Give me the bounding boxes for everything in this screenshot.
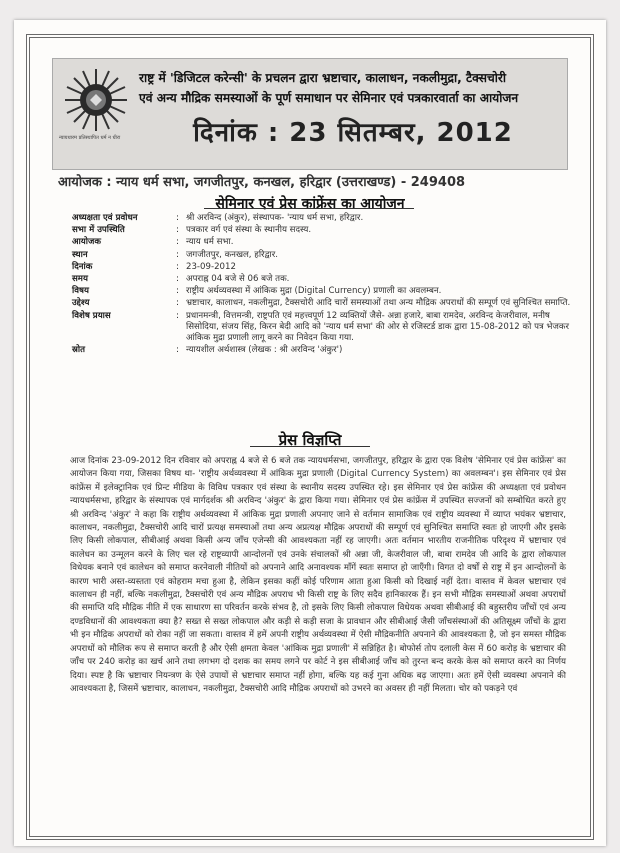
section-title-underline: [204, 208, 414, 209]
detail-colon: :: [176, 225, 179, 236]
detail-value: न्यायशील अर्थशास्त्र (लेखक : श्री अरविन्द 'अंकुर'): [186, 345, 343, 356]
detail-colon: :: [176, 249, 179, 260]
detail-value: अपराह्न 04 बजे से 06 बजे तक.: [186, 274, 290, 285]
details-table: [72, 213, 576, 357]
press-release-title: प्रेस विज्ञप्ति: [278, 431, 342, 449]
detail-row: [72, 274, 576, 286]
detail-colon: :: [176, 298, 179, 309]
detail-label: सभा में उपस्थिति: [72, 225, 125, 236]
sun-emblem-icon: [63, 67, 129, 133]
header-banner: [52, 58, 568, 170]
detail-value: 23-09-2012: [186, 261, 236, 272]
detail-colon: :: [176, 261, 179, 272]
detail-row: [72, 311, 576, 346]
detail-row: [72, 213, 576, 225]
section-title: सेमिनार एवं प्रेस कांफ्रेंस का आयोजन: [215, 196, 405, 212]
detail-label: उद्देश्य: [72, 298, 90, 309]
press-release-body: आज दिनांक 23-09-2012 दिन रविवार को अपराह्न 4 बजे से 6 बजे तक न्यायधर्मसभा, जगजीतपुर, हरिद्वार के द्वारा एक विशेष 'सेमिनार एवं प्रेस कांफ्रेंस' का आयोजन किया गया, जिसका विषय था- 'राष्ट्रीय अर्थव्यवस्था में आंकिक मुद्रा प्रणाली (Digital Currency System) का अवलम्बन'। इस सेमिनार एवं प्रेस कांफ्रेंस में इलेक्ट्रानिक एवं प्रिन्ट मीडिया के विविध पत्रकार एवं संस्था के स्थानीय सदस्य उपस्थित रहे। इस सेमिनार एवं प्रेस कांफ्रेंस की अध्यक्षता एवं प्रवोधन न्यायधर्मसभा, हरिद्वार के संस्थापक एवं मार्गदर्शक श्री अरविन्द 'अंकुर' के द्वारा किया गया। सेमिनार एवं प्रेस कांफ्रेंस में उपस्थित सज्जनों को सम्बोधित करते हुए श्री अरविन्द 'अंकुर' ने कहा कि राष्ट्रीय अर्थव्यवस्था में आंकिक मुद्रा प्रणाली अपनाए जाने से वर्तमान सामाजिक एवं राष्ट्रीय व्यवस्था में व्याप्त भयंकर भ्रष्टाचार, कालाधन, नकलीमुद्रा, टैक्सचोरी आदि चारों प्रत्यक्ष समस्याओं तथा अन्य अप्रत्यक्ष मौद्रिक अपराधों की सम्पूर्ण एवं सुनिश्चित समाप्ति स्वतः हो जाएगी और इसके लिए किसी लोकपाल, सीबीआई अथवा किसी अन्य जाँच एजेन्सी की आवश्यकता नहीं रह जाएगी। अतः वर्तमान भारतीय राजनीतिक परिदृश्य में भ्रष्टाचार एवं कालेधन का उन्मूलन करने के लिए चल रहे राष्ट्रव्यापी आन्दोलनों एवं उनके संचालकों श्री अन्ना जी, केजरीवाल जी, बाबा रामदेव जी आदि के द्वारा लोकपाल विधेयक बनाने एवं कालेधन को समाप्त करनेवाली नीतियों को अपनाने आदि अनावश्यक माँगें स्वतः समाप्त हो जाएँगी। विगत दो वर्षों से राष्ट्र में इन आन्दोलनों के कारण भारी अस्त-व्यस्तता एवं कोहराम मचा हुआ है, लेकिन इसका कहीं कोई परिणाम आता हुआ किसी को दिखाई नहीं देता। वास्तव में केवल भ्रष्टाचार एवं कालाधन ही नहीं, बल्कि नकलीमुद्रा, टैक्सचोरी एवं अन्य मौद्रिक अपराध भी किसी राष्ट्र के लिए सदैव हानिकारक हैं। इन सभी मौद्रिक समस्याओं अथवा अपराधों की समाप्ति यदि मौद्रिक नीति में एक साधारण सा परिवर्तन करके संभव है, तो इसके लिए किसी लोकपाल विधेयक अथवा सीबीआई की बहुस्तरीय जाँचों एवं अन्य दण्डविधानों की आवश्यकता क्या है? सख्त से सख्त लोकपाल और कड़ी से कड़ी सजा के प्रावधान और सीबीआई जैसी जाँचसंस्थाओं की अतिसूक्ष्म जाँचों के द्वारा भी इन मौद्रिक अपराधों को रोका नहीं जा सकता। वास्तव में हमें अपनी राष्ट्रीय अर्थव्यवस्था में ऐसी मौद्रिकनीति अपनाने की आवश्यकता है, जो इन समस्त मौद्रिक अपराधों को मौलिक रूप से समाप्त करती है और ऐसी क्षमता केवल 'आंकिक मुद्रा प्रणाली' में सन्निहित है। बोफोर्स तोप दलाली केस में 60 करोड़ के भ्रष्टाचार की जाँच पर 240 करोड़ का खर्च आने तथा लगभग दो दशक का समय लगने पर कोर्ट ने इस सीबीआई जाँच को तुरन्त बन्द करके केस को समाप्त करने का निर्णय दिया। स्पष्ट है कि भ्रष्टाचार नियन्त्रण के ऐसे उपायों से भ्रष्टाचार समाप्त नहीं होगा, बल्कि यह कई गुना अधिक बढ़ जाएगा। अतः हमें ऐसी व्यवस्था अपनाने की आवश्यकता है, जिसमें भ्रष्टाचार, कालाधन, नकलीमुद्रा, टैक्सचोरी आदि मौद्रिक अपराधों को उभरने का अवसर ही नहीं मिलता। चोर को पकड़ने एवं: [70, 456, 566, 694]
detail-row: [72, 225, 576, 237]
detail-label: दिनांक: [72, 261, 93, 272]
detail-value: राष्ट्रीय अर्थव्यवस्था में आंकिक मुद्रा (Digital Currency) प्रणाली का अवलम्बन.: [186, 286, 442, 297]
detail-colon: :: [176, 213, 179, 223]
detail-value: प्रधानमन्त्री, वित्तमन्त्री, राष्ट्रपति एवं महत्त्वपूर्ण 12 व्यक्तियों जैसे- अन्ना हजारे, बाबा रामदेव, अरविन्द केजरीवाल, मनीष सिसोदिया, संजय सिंह, किरन बेदी आदि को 'न्याय धर्म सभा' की ओर से रजिस्टर्ड डाक द्वारा 15-08-2012 को पत्र भेजकर आंकिक मुद्रा प्रणाली लागू करने का निवेदन किया गया.: [186, 310, 569, 344]
detail-label: अध्यक्षता एवं प्रवोधन: [72, 213, 138, 223]
detail-value: भ्रष्टाचार, कालाधन, नकलीमुद्रा, टैक्सचोरी आदि चारों समस्याओं तथा अन्य मौद्रिक अपराधों की सम्पूर्ण एवं सुनिश्चित समाप्ति.: [186, 298, 571, 309]
detail-value: श्री अरविन्द (अंकुर), संस्थापक- 'न्याय धर्म सभा, हरिद्वार.: [186, 213, 364, 223]
press-title-underline: [250, 446, 370, 447]
detail-value: न्याय धर्म सभा.: [186, 237, 234, 248]
detail-value: पत्रकार वर्ग एवं संस्था के स्थानीय सदस्य.: [186, 225, 312, 236]
detail-row: [72, 286, 576, 298]
detail-label: समय: [72, 274, 88, 285]
detail-label: स्रोत: [72, 345, 86, 356]
detail-row: [72, 262, 576, 274]
detail-row: [72, 237, 576, 249]
detail-colon: :: [176, 286, 179, 297]
banner-heading-line-2: एवं अन्य मौद्रिक समस्याओं के पूर्ण समाधान पर सेमिनार एवं पत्रकारवार्ता का आयोजन: [139, 91, 519, 105]
organizer-line: आयोजक : न्याय धर्म सभा, जगजीतपुर, कनखल, हरिद्वार (उत्तराखण्ड) - 249408: [58, 175, 466, 190]
detail-row: [72, 250, 576, 262]
detail-colon: :: [176, 310, 179, 321]
banner-tagline: न्यायधारम प्रतिस्थापित धर्म न धीरा: [59, 135, 121, 141]
detail-colon: :: [176, 345, 179, 356]
detail-label: विषय: [72, 286, 89, 297]
detail-colon: :: [176, 274, 179, 285]
detail-row: [72, 345, 576, 357]
detail-value: जगजीतपुर, कनखल, हरिद्वार.: [186, 249, 278, 260]
banner-heading-line-1: राष्ट्र में 'डिजिटल करेन्सी' के प्रचलन द्वारा भ्रष्टाचार, कालाधन, नकलीमुद्रा, टैक्सचोरी: [139, 71, 507, 85]
detail-row: [72, 298, 576, 310]
banner-date: दिनांक : 23 सितम्बर, 2012: [193, 118, 513, 148]
detail-label: स्थान: [72, 249, 88, 260]
detail-colon: :: [176, 237, 179, 248]
detail-label: आयोजक: [72, 237, 101, 248]
detail-label: विशेष प्रयास: [72, 310, 111, 321]
